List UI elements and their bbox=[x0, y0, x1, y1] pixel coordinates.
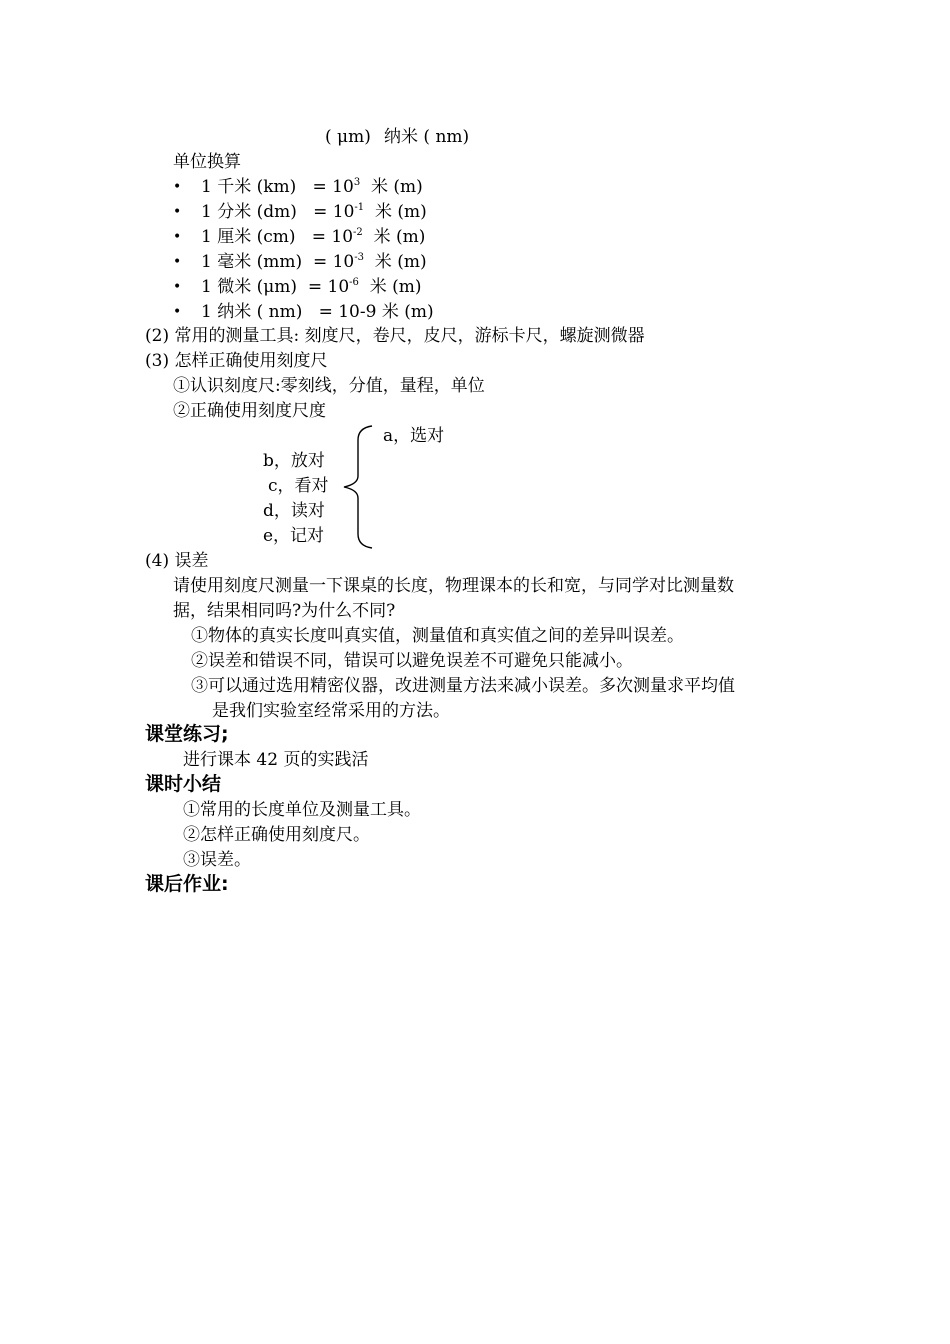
section-tools: (2) 常用的测量工具: 刻度尺，卷尺，皮尺，游标卡尺，螺旋测微器 bbox=[145, 326, 645, 346]
bullet-icon: • bbox=[173, 229, 182, 245]
error-point-1: ①物体的真实长度叫真实值，测量值和真实值之间的差异叫误差。 bbox=[191, 626, 684, 646]
step-a: a，选对 bbox=[383, 426, 445, 446]
step-d: d，读对 bbox=[263, 501, 325, 521]
bullet-icon: • bbox=[173, 304, 182, 320]
homework-heading: 课后作业: bbox=[145, 873, 229, 895]
practice-heading: 课堂练习; bbox=[145, 723, 229, 745]
error-point-2: ②误差和错误不同，错误可以避免误差不可避免只能减小。 bbox=[191, 651, 633, 671]
bullet-icon: • bbox=[173, 179, 182, 195]
section-error-title: (4) 误差 bbox=[145, 551, 209, 571]
error-point-3: ③可以通过选用精密仪器，改进测量方法来减小误差。多次测量求平均值 bbox=[191, 676, 735, 696]
bullet-icon: • bbox=[173, 254, 182, 270]
unit-nm: 纳米 ( nm) bbox=[384, 127, 470, 147]
step-c: c，看对 bbox=[268, 476, 329, 496]
unit-mu: ( μm) bbox=[325, 127, 371, 147]
summary-item-1: ①常用的长度单位及测量工具。 bbox=[183, 800, 421, 820]
bullet-icon: • bbox=[173, 279, 182, 295]
conversion-title: 单位换算 bbox=[173, 152, 241, 172]
summary-heading: 课时小结 bbox=[145, 773, 222, 795]
ruler-point-2: ②正确使用刻度尺度 bbox=[173, 401, 326, 421]
curly-brace-icon bbox=[340, 424, 376, 550]
error-point-3-cont: 是我们实验室经常采用的方法。 bbox=[212, 701, 450, 721]
practice-text: 进行课本 42 页的实践活 bbox=[183, 750, 369, 770]
error-question-2: 据，结果相同吗?为什么不同? bbox=[173, 601, 396, 621]
bullet-icon: • bbox=[173, 204, 182, 220]
step-b: b，放对 bbox=[263, 451, 325, 471]
summary-item-3: ③误差。 bbox=[183, 850, 251, 870]
step-e: e，记对 bbox=[263, 526, 325, 546]
summary-item-2: ②怎样正确使用刻度尺。 bbox=[183, 825, 370, 845]
error-question-1: 请使用刻度尺测量一下课桌的长度，物理课本的长和宽，与同学对比测量数 bbox=[173, 576, 734, 596]
section-ruler-title: (3) 怎样正确使用刻度尺 bbox=[145, 351, 328, 371]
ruler-point-1: ①认识刻度尺:零刻线，分值，量程，单位 bbox=[173, 376, 485, 396]
